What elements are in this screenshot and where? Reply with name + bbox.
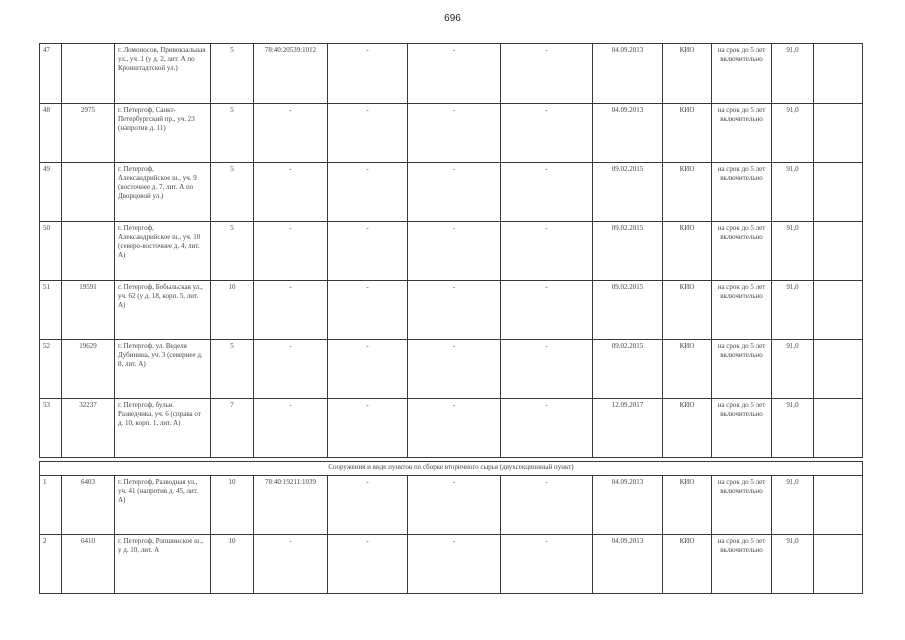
cell-authority: КИО (663, 281, 712, 340)
cell-row-number: 48 (40, 104, 62, 163)
cell-cell-col7: - (408, 163, 501, 222)
cell-row-number: 2 (40, 535, 62, 594)
cell-lease-term: на срок до 5 лет включительно (712, 222, 772, 281)
cell-lease-term: на срок до 5 лет включительно (712, 104, 772, 163)
cell-row-number: 49 (40, 163, 62, 222)
cell-cell-col6: - (328, 476, 408, 535)
cell-cell-col8: - (501, 281, 593, 340)
cell-cell-col7: - (408, 222, 501, 281)
cell-cell-col8: - (501, 163, 593, 222)
cell-authority: КИО (663, 163, 712, 222)
cell-cell-col7: - (408, 281, 501, 340)
cell-cell-col7: - (408, 104, 501, 163)
cell-decision-date: 12.09.2017 (593, 399, 663, 458)
table-row (40, 281, 863, 340)
table-row (40, 535, 863, 594)
cell-note (814, 281, 863, 340)
cell-cadastral-number: 78:40:20539:1012 (254, 44, 328, 104)
cell-address: г. Петергоф, Александрийское ш., уч. 10 (северо-восточнее д. 4, лит. А) (115, 222, 211, 281)
cell-authority: КИО (663, 340, 712, 399)
cell-area-value: 91,0 (772, 104, 814, 163)
cell-note (814, 535, 863, 594)
cell-area-value: 91,0 (772, 44, 814, 104)
cell-cell-col8: - (501, 476, 593, 535)
cell-area-value: 91,0 (772, 281, 814, 340)
cell-object-code: 6410 (62, 535, 115, 594)
cell-cell-col8: - (501, 44, 593, 104)
cell-object-code: 32237 (62, 399, 115, 458)
cell-floor-count: 7 (211, 399, 254, 458)
cell-cadastral-number: - (254, 222, 328, 281)
cell-object-code (62, 44, 115, 104)
cell-object-code: 2975 (62, 104, 115, 163)
table-row (40, 44, 863, 104)
cell-cell-col8: - (501, 104, 593, 163)
cell-note (814, 340, 863, 399)
cell-row-number: 53 (40, 399, 62, 458)
cell-object-code: 19591 (62, 281, 115, 340)
cell-authority: КИО (663, 535, 712, 594)
cell-cell-col6: - (328, 163, 408, 222)
cell-cell-col6: - (328, 340, 408, 399)
cell-floor-count: 10 (211, 476, 254, 535)
cell-area-value: 91,0 (772, 535, 814, 594)
cell-lease-term: на срок до 5 лет включительно (712, 44, 772, 104)
cell-decision-date: 09.02.2015 (593, 340, 663, 399)
cell-cadastral-number: - (254, 163, 328, 222)
cell-row-number: 1 (40, 476, 62, 535)
cell-cell-col7: - (408, 399, 501, 458)
cell-authority: КИО (663, 44, 712, 104)
cell-row-number: 50 (40, 222, 62, 281)
cell-cell-col7: - (408, 476, 501, 535)
section-heading: Сооружения и виде пунктов по сборке вторичного сырья (двухсекционный пункт) (40, 462, 863, 476)
cell-decision-date: 09.02.2015 (593, 163, 663, 222)
cell-floor-count: 5 (211, 44, 254, 104)
table-row (40, 163, 863, 222)
cell-address: г. Петергоф, Бобыльская ул., уч. 62 (у д. 18, корп. 5, лит. А) (115, 281, 211, 340)
cell-lease-term: на срок до 5 лет включительно (712, 535, 772, 594)
cell-area-value: 91,0 (772, 222, 814, 281)
cell-cell-col8: - (501, 535, 593, 594)
table-row (40, 340, 863, 399)
cell-row-number: 51 (40, 281, 62, 340)
cell-authority: КИО (663, 399, 712, 458)
registry-table (39, 43, 863, 594)
cell-cell-col6: - (328, 399, 408, 458)
cell-cell-col6: - (328, 44, 408, 104)
cell-cadastral-number: - (254, 104, 328, 163)
cell-cell-col8: - (501, 340, 593, 399)
table-row (40, 476, 863, 535)
cell-decision-date: 04.09.2013 (593, 535, 663, 594)
cell-area-value: 91,0 (772, 163, 814, 222)
cell-object-code: 19629 (62, 340, 115, 399)
cell-cell-col8: - (501, 399, 593, 458)
cell-address: г. Петергоф, Ропшинское ш., у д. 10, лит. А (115, 535, 211, 594)
cell-object-code: 6403 (62, 476, 115, 535)
cell-lease-term: на срок до 5 лет включительно (712, 163, 772, 222)
cell-lease-term: на срок до 5 лет включительно (712, 399, 772, 458)
cell-object-code (62, 163, 115, 222)
cell-note (814, 44, 863, 104)
cell-cell-col8: - (501, 222, 593, 281)
cell-decision-date: 09.02.2015 (593, 281, 663, 340)
cell-floor-count: 5 (211, 163, 254, 222)
cell-address: г. Петергоф, Санкт-Петербургский пр., уч. 23 (напротив д. 11) (115, 104, 211, 163)
cell-lease-term: на срок до 5 лет включительно (712, 340, 772, 399)
cell-authority: КИО (663, 104, 712, 163)
cell-address: г. Петергоф, Разводная ул., уч. 41 (напротив д. 45, лит. А) (115, 476, 211, 535)
cell-address: г. Петергоф, ул. Веделя Дубинина, уч. 3 (севернее д. 8, лит. А) (115, 340, 211, 399)
cell-note (814, 104, 863, 163)
table-row (40, 104, 863, 163)
cell-cadastral-number: - (254, 535, 328, 594)
cell-address: г. Петергоф, Александрийское ш., уч. 9 (восточнее д. 7, лит. А по Дворцовой ул.) (115, 163, 211, 222)
cell-object-code (62, 222, 115, 281)
cell-note (814, 399, 863, 458)
cell-decision-date: 09.02.2015 (593, 222, 663, 281)
cell-cell-col6: - (328, 535, 408, 594)
cell-authority: КИО (663, 222, 712, 281)
table-row (40, 399, 863, 458)
cell-floor-count: 5 (211, 340, 254, 399)
cell-decision-date: 04.09.2013 (593, 104, 663, 163)
cell-address: г. Петергоф, бульв. Разведчика, уч. 6 (справа от д. 10, корп. 1, лит. А) (115, 399, 211, 458)
cell-area-value: 91,0 (772, 340, 814, 399)
cell-cadastral-number: - (254, 340, 328, 399)
cell-note (814, 476, 863, 535)
cell-floor-count: 10 (211, 535, 254, 594)
cell-floor-count: 5 (211, 222, 254, 281)
cell-note (814, 163, 863, 222)
cell-cell-col6: - (328, 222, 408, 281)
cell-cell-col6: - (328, 281, 408, 340)
page-number: 696 (444, 13, 461, 24)
cell-floor-count: 5 (211, 104, 254, 163)
cell-decision-date: 04.09.2013 (593, 476, 663, 535)
table-body-main (40, 44, 863, 458)
cell-decision-date: 04.09.2013 (593, 44, 663, 104)
cell-area-value: 91,0 (772, 476, 814, 535)
cell-cell-col6: - (328, 104, 408, 163)
cell-address: г. Ломоносов, Привокзальная ул., уч. 1 (у д. 2, лит. А по Кронштадтской ул.) (115, 44, 211, 104)
cell-cadastral-number: - (254, 399, 328, 458)
cell-row-number: 52 (40, 340, 62, 399)
cell-lease-term: на срок до 5 лет включительно (712, 476, 772, 535)
cell-lease-term: на срок до 5 лет включительно (712, 281, 772, 340)
table-row (40, 222, 863, 281)
table-body-section (40, 476, 863, 594)
cell-row-number: 47 (40, 44, 62, 104)
cell-cell-col7: - (408, 340, 501, 399)
cell-floor-count: 10 (211, 281, 254, 340)
cell-note (814, 222, 863, 281)
cell-cadastral-number: - (254, 281, 328, 340)
table-section (40, 462, 863, 476)
cell-area-value: 91,0 (772, 399, 814, 458)
cell-cell-col7: - (408, 44, 501, 104)
cell-cadastral-number: 78:40:19211:1039 (254, 476, 328, 535)
cell-authority: КИО (663, 476, 712, 535)
cell-cell-col7: - (408, 535, 501, 594)
